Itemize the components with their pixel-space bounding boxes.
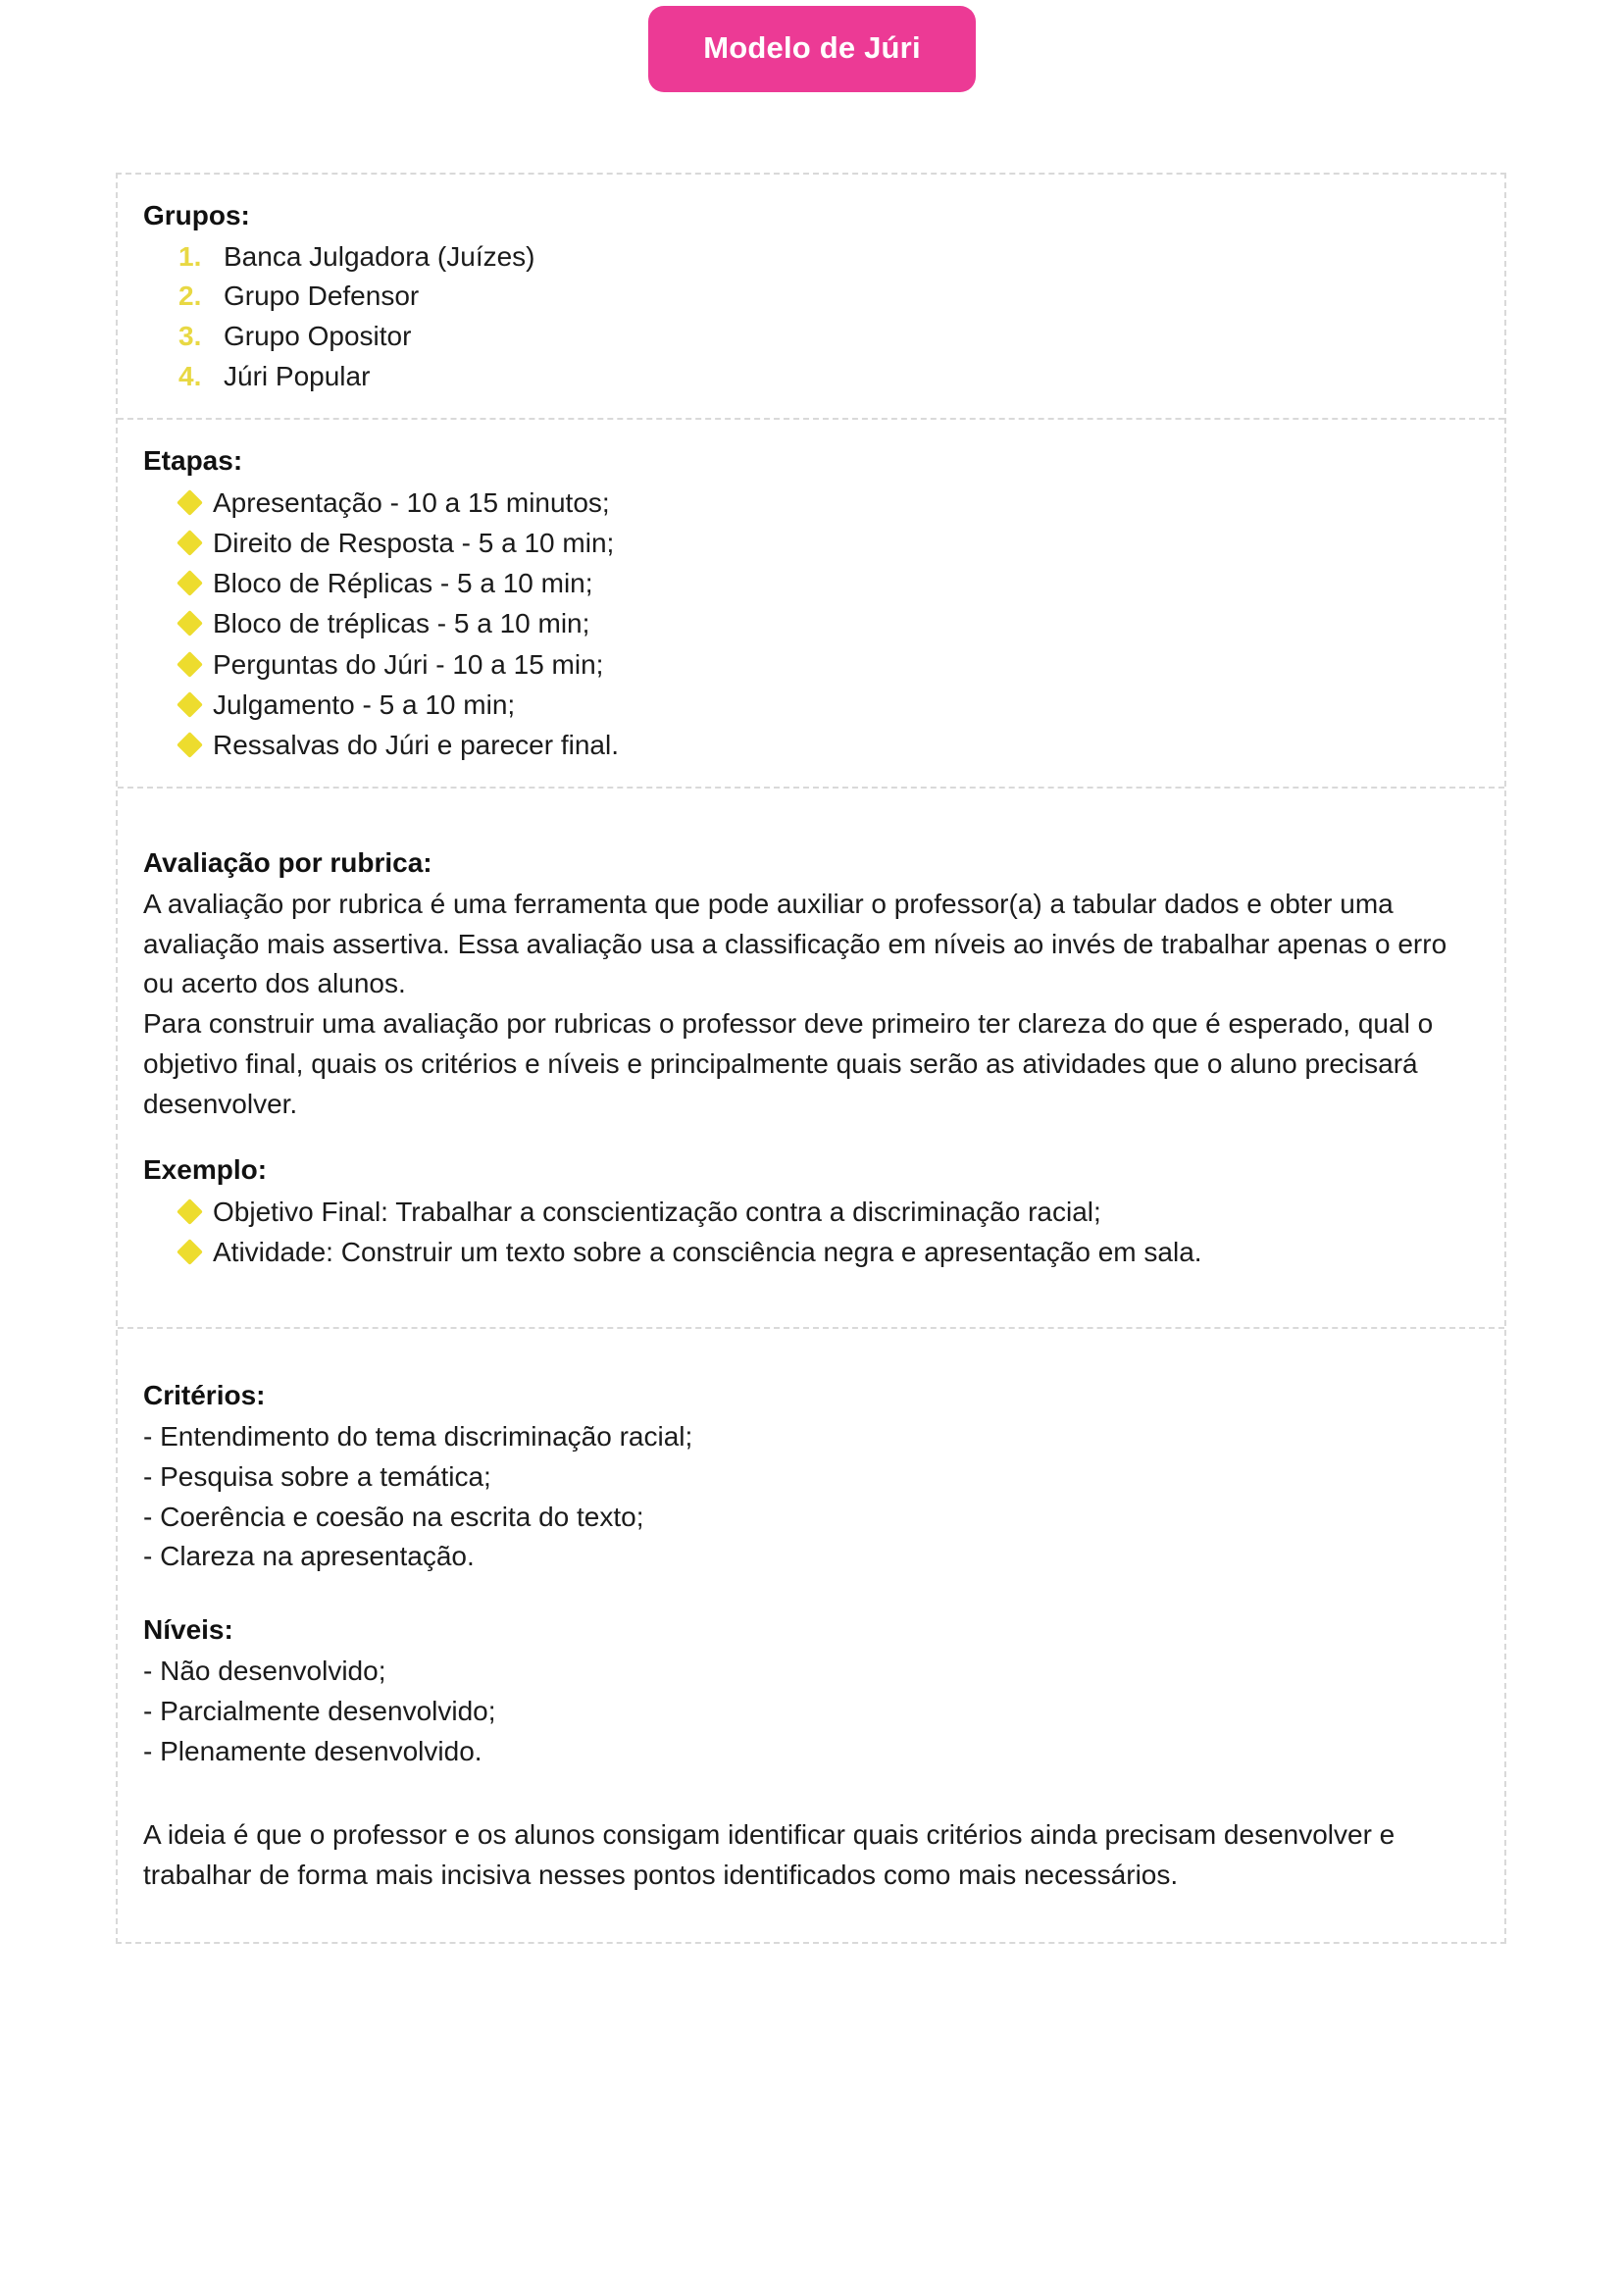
diamond-bullet-icon (177, 489, 203, 516)
list-item (180, 603, 1485, 643)
diamond-bullet-icon (177, 1198, 203, 1225)
list-item-label: Banca Julgadora (Juízes) (224, 240, 535, 272)
list-item-label: Perguntas do Júri - 10 a 15 min; (213, 648, 604, 680)
spacer (143, 1125, 1485, 1150)
header-badge-row (0, 0, 1624, 92)
list-item (180, 523, 1485, 563)
list-item-label: Bloco de tréplicas - 5 a 10 min; (213, 608, 590, 639)
niveis-item: - Não desenvolvido; (143, 1656, 386, 1687)
criterios-item: - Coerência e coesão na escrita do texto; (143, 1501, 644, 1532)
spacer (143, 1272, 1485, 1305)
list-item-label: Julgamento - 5 a 10 min; (213, 688, 516, 720)
diamond-bullet-icon (177, 1239, 203, 1265)
list-item-label: Grupo Opositor (224, 320, 412, 351)
exemplo-list (143, 1192, 1485, 1272)
list-item (178, 277, 1485, 317)
list-item-label: Grupo Defensor (224, 280, 420, 312)
list-item-label: Objetivo Final: Trabalhar a conscientização contra a discriminação racial; (213, 1196, 1101, 1227)
list-item (180, 1232, 1485, 1272)
diamond-bullet-icon (177, 732, 203, 758)
spacer (143, 1577, 1485, 1610)
list-item-label: Direito de Resposta - 5 a 10 min; (213, 528, 615, 559)
grupos-list (143, 237, 1485, 396)
exemplo-heading: Exemplo: (143, 1153, 268, 1185)
section-grupos (118, 175, 1504, 420)
niveis-item: - Parcialmente desenvolvido; (143, 1695, 496, 1726)
avaliacao-paragraph-2: Para construir uma avaliação por rubricas o professor deve primeiro ter clareza do que é esperado, qual o objetivo final, quais os critérios e níveis e principalmente quais serão as atividades que o aluno precisará desenvolver. (143, 1008, 1434, 1120)
list-item-label: Bloco de Réplicas - 5 a 10 min; (213, 568, 593, 599)
avaliacao-paragraph-1: A avaliação por rubrica é uma ferramenta que pode auxiliar o professor(a) a tabular dados e obter uma avaliação mais assertiva. Essa avaliação usa a classificação em níveis ao invés de trabalhar apenas o erro ou acerto dos alunos. (143, 888, 1447, 999)
diamond-bullet-icon (177, 530, 203, 556)
niveis-heading: Níveis: (143, 1614, 233, 1646)
list-item (178, 357, 1485, 397)
list-number: 2. (178, 280, 202, 312)
list-item (180, 1192, 1485, 1232)
section-avaliacao-por-rubrica (118, 789, 1504, 1329)
etapas-heading: Etapas: (143, 445, 243, 477)
spacer (143, 1772, 1485, 1815)
criterios-item: - Entendimento do tema discriminação racial; (143, 1420, 693, 1452)
criterios-item: - Pesquisa sobre a temática; (143, 1460, 491, 1492)
document-container (116, 173, 1506, 1944)
niveis-item: - Plenamente desenvolvido. (143, 1735, 482, 1766)
list-item-label: Ressalvas do Júri e parecer final. (213, 729, 619, 760)
list-number: 4. (178, 360, 202, 391)
list-item (178, 317, 1485, 357)
spacer (143, 1351, 1485, 1376)
list-item (178, 237, 1485, 278)
list-item (180, 644, 1485, 685)
etapas-list (143, 483, 1485, 765)
closing-paragraph: A ideia é que o professor e os alunos consigam identificar quais critérios ainda precisam desenvolver e trabalhar de forma mais incisiva nesses pontos identificados como mais necessários. (143, 1818, 1396, 1890)
list-number: 3. (178, 320, 202, 351)
list-item (180, 725, 1485, 765)
diamond-bullet-icon (177, 651, 203, 678)
diamond-bullet-icon (177, 610, 203, 637)
grupos-heading: Grupos: (143, 200, 250, 230)
section-etapas (118, 420, 1504, 789)
list-number: 1. (178, 240, 202, 272)
list-item (180, 483, 1485, 523)
page-title-badge: Modelo de Júri (648, 6, 976, 92)
diamond-bullet-icon (177, 570, 203, 596)
list-item-label: Júri Popular (224, 360, 371, 391)
list-item-label: Apresentação - 10 a 15 minutos; (213, 486, 610, 518)
spacer (143, 1895, 1485, 1920)
criterios-heading: Critérios: (143, 1380, 266, 1411)
diamond-bullet-icon (177, 691, 203, 718)
avaliacao-heading: Avaliação por rubrica: (143, 846, 432, 878)
criterios-item: - Clareza na apresentação. (143, 1541, 475, 1572)
section-criterios-niveis (118, 1329, 1504, 1942)
list-item (180, 685, 1485, 725)
spacer (143, 810, 1485, 843)
list-item-label: Atividade: Construir um texto sobre a consciência negra e apresentação em sala. (213, 1236, 1202, 1267)
list-item (180, 563, 1485, 603)
